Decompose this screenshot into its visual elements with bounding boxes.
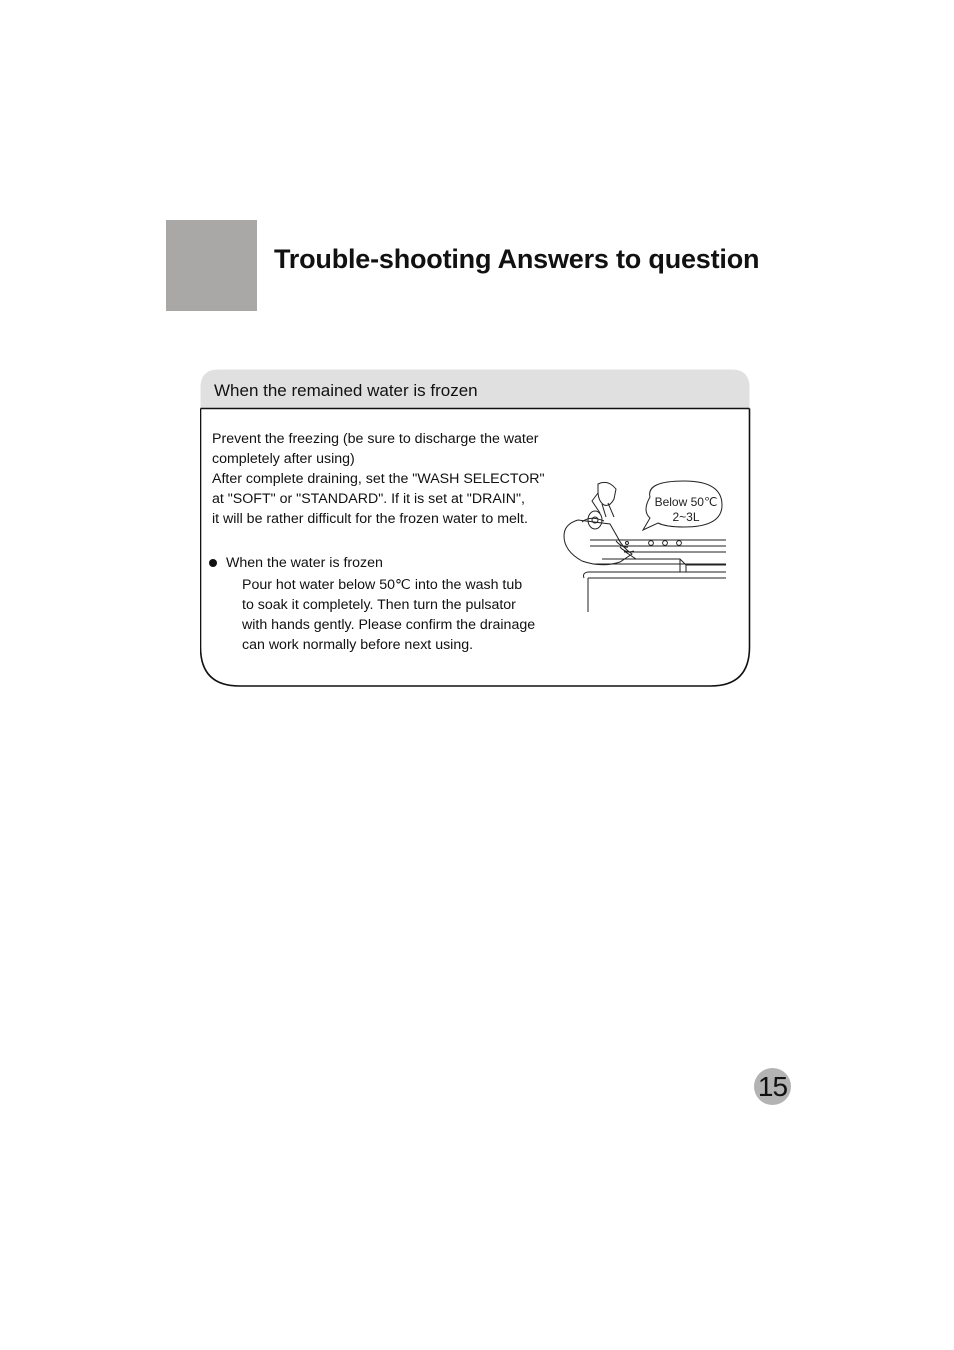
page-title: Trouble-shooting Answers to question [274, 244, 760, 274]
paragraph-line: Prevent the freezing (be sure to discharge the water [212, 431, 539, 447]
bubble-text [646, 495, 726, 525]
title-gray-block [166, 220, 257, 311]
bullet-line: can work normally before next using. [242, 637, 474, 653]
bullet-body [242, 575, 572, 655]
page-number: 15 [757, 1071, 788, 1102]
section-header: When the remained water is frozen [214, 381, 478, 400]
bullet-line: Pour hot water below 50℃ into the wash tub [242, 577, 523, 593]
bubble-temperature: Below 50℃ [654, 495, 718, 509]
paragraph-line: at "SOFT" or "STANDARD". If it is set at "DRAIN", [212, 491, 525, 507]
frozen-water-panel [200, 369, 750, 687]
bullet-line: to soak it completely. Then turn the pulsator [242, 597, 516, 613]
paragraph-line: After complete draining, set the "WASH SELECTOR" [212, 471, 545, 487]
bullet-line: with hands gently. Please confirm the drainage [242, 617, 536, 633]
paragraph-line: completely after using) [212, 451, 355, 467]
instructions-paragraph [212, 429, 572, 529]
bubble-volume: 2~3L [672, 510, 700, 524]
bullet-title: When the water is frozen [226, 555, 383, 571]
paragraph-line: it will be rather difficult for the frozen water to melt. [212, 511, 528, 527]
bullet-dot [209, 559, 217, 567]
